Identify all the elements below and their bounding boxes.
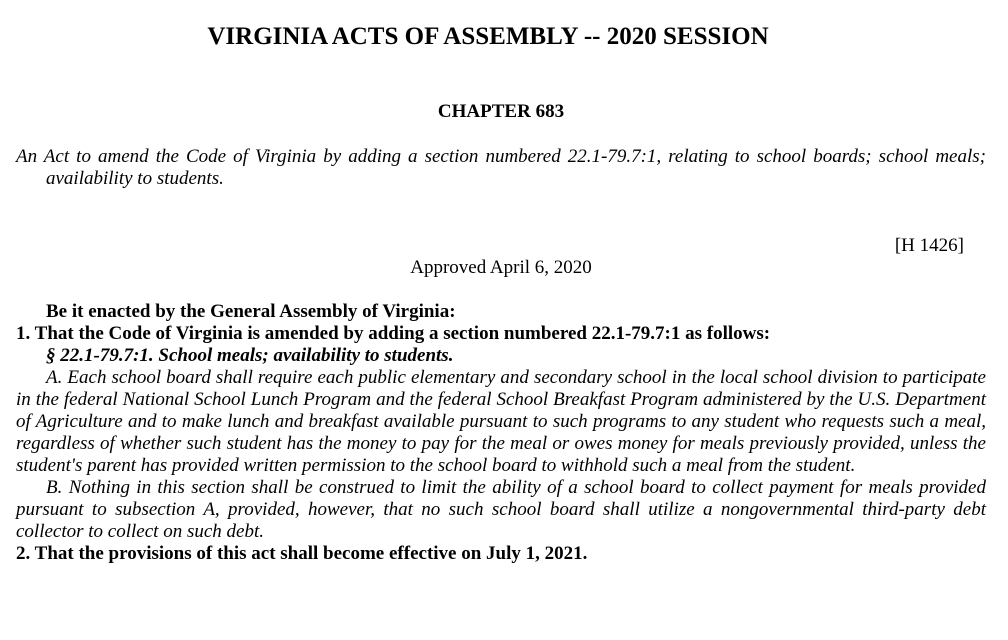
bill-number: [H 1426] — [894, 235, 964, 256]
subsection-a: A. Each school board shall require each public elementary and secondary school in the local school division to participate in the federal National School Lunch Program and the federal School Breakfast Program administered by the U.S. Department of Agriculture and to make lunch and breakfast available pursuant to such programs to any student who requests such a meal, regardless of whether such student has the money to pay for the meal or owes money for meals previously provided, unless the student's parent has provided written permission to the school board to withhold such a meal from the student. — [16, 367, 986, 476]
document-title: VIRGINIA ACTS OF ASSEMBLY -- 2020 SESSION — [207, 23, 769, 50]
section-heading: § 22.1-79.7:1. School meals; availability to students. — [46, 345, 454, 366]
chapter-heading: CHAPTER 683 — [437, 101, 565, 122]
section-2: 2. That the provisions of this act shall become effective on July 1, 2021. — [16, 543, 588, 564]
act-description: An Act to amend the Code of Virginia by adding a section numbered 22.1-79.7:1, relating to school boards; school meals; availability to students. — [16, 146, 986, 189]
act-body — [16, 301, 986, 565]
section-1: 1. That the Code of Virginia is amended by adding a section numbered 22.1-79.7:1 as follows: — [16, 323, 771, 344]
approval-date: Approved April 6, 2020 — [410, 257, 592, 278]
subsection-b: B. Nothing in this section shall be construed to limit the ability of a school board to collect payment for meals provided pursuant to subsection A, provided, however, that no such school board shall utilize a nongovernmental third-party debt collector to collect on such debt. — [16, 477, 986, 542]
enacting-clause: Be it enacted by the General Assembly of Virginia: — [46, 301, 456, 322]
